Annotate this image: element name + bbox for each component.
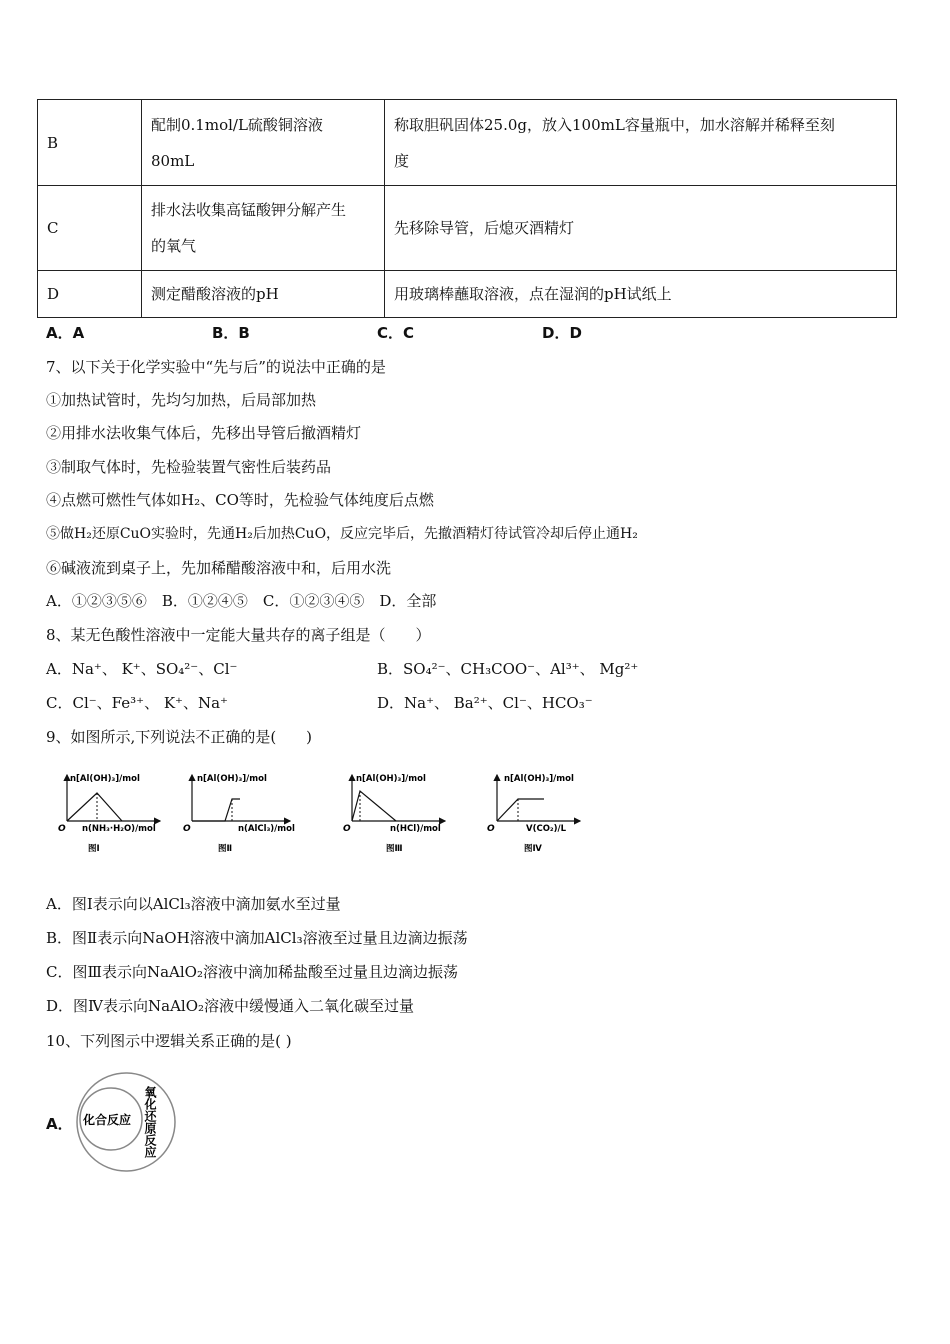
- graph-2: [183, 774, 295, 854]
- q9-option-a[interactable]: A．图Ⅰ表示向以AlCl₃溶液中滴加氨水至过量: [46, 895, 341, 913]
- q9-option-c[interactable]: C．图Ⅲ表示向NaAlO₂溶液中滴加稀盐酸至过量且边滴边振荡: [46, 963, 458, 981]
- curve: [67, 793, 122, 821]
- x-label: n(HCl)/mol: [390, 824, 441, 834]
- q6-option-a[interactable]: A．A: [46, 324, 85, 342]
- outer-circle-label: 氧化还原反应: [143, 1086, 157, 1158]
- graph-caption: 图Ⅰ: [88, 844, 100, 854]
- q8-option-d[interactable]: D．Na⁺、 Ba²⁺、Cl⁻、HCO₃⁻: [377, 694, 593, 712]
- q7-item: ③制取气体时，先检验装置气密性后装药品: [46, 458, 332, 476]
- origin-label: O: [58, 824, 66, 834]
- x-label: n(AlCl₃)/mol: [238, 824, 295, 834]
- graph-1: [58, 774, 160, 854]
- operation-cell: 测定醋酸溶液的pH: [142, 271, 385, 318]
- q7-stem: 7、以下关于化学实验中“先与后”的说法中正确的是: [46, 358, 386, 376]
- q10-venn-diagram: [72, 1068, 182, 1178]
- q7-item: ⑤做H₂还原CuO实验时，先通H₂后加热CuO，反应完毕后，先撤酒精灯待试管冷却后停止通H₂: [46, 526, 638, 542]
- curve: [497, 799, 544, 821]
- q7-options[interactable]: A．①②③⑤⑥ B．①②④⑤ C．①②③④⑤ D．全部: [46, 592, 437, 610]
- graph-caption: 图Ⅲ: [386, 844, 403, 854]
- method-cell: 先移除导管，后熄灭酒精灯: [385, 186, 897, 271]
- q7-item: ⑥碱液流到桌子上，先加稀醋酸溶液中和，后用水洗: [46, 559, 392, 577]
- x-label: n(NH₃·H₂O)/mol: [82, 824, 156, 834]
- q8-option-c[interactable]: C．Cl⁻、Fe³⁺、 K⁺、Na⁺: [46, 694, 228, 712]
- operation-cell: 配制0.1mol/L硫酸铜溶液 80mL: [142, 100, 385, 186]
- q8-stem: 8、某无色酸性溶液中一定能大量共存的离子组是（ ）: [46, 626, 431, 644]
- y-label: n[Al(OH)₃]/mol: [197, 774, 267, 784]
- q9-option-d[interactable]: D．图Ⅳ表示向NaAlO₂溶液中缓慢通入二氧化碳至过量: [46, 997, 415, 1015]
- table-row: [38, 100, 897, 186]
- q9-stem: 9、如图所示,下列说法不正确的是( ): [46, 728, 313, 746]
- y-label: n[Al(OH)₃]/mol: [70, 774, 140, 784]
- q6-option-d[interactable]: D．D: [542, 324, 582, 342]
- row-label: B: [38, 100, 142, 186]
- row-label: D: [38, 271, 142, 318]
- y-label: n[Al(OH)₃]/mol: [356, 774, 426, 784]
- curve: [352, 791, 396, 821]
- q10-stem: 10、下列图示中逻辑关系正确的是( ): [46, 1032, 292, 1050]
- table-row: [38, 271, 897, 318]
- method-cell: 用玻璃棒蘸取溶液，点在湿润的pH试纸上: [385, 271, 897, 318]
- q9-option-b[interactable]: B．图Ⅱ表示向NaOH溶液中滴加AlCl₃溶液至过量且边滴边振荡: [46, 929, 468, 947]
- method-cell: 称取胆矾固体25.0g，放入100mL容量瓶中，加水溶解并稀释至刻 度: [385, 100, 897, 186]
- graph-4: [487, 774, 580, 854]
- graph-caption: 图Ⅱ: [218, 844, 233, 854]
- operation-cell: 排水法收集高锰酸钾分解产生 的氧气: [142, 186, 385, 271]
- q10-option-a[interactable]: A．: [46, 1115, 73, 1133]
- q7-item: ①加热试管时，先均匀加热，后局部加热: [46, 391, 317, 409]
- curve: [192, 799, 240, 821]
- origin-label: O: [343, 824, 351, 834]
- q7-item: ④点燃可燃性气体如H₂、CO等时，先检验气体纯度后点燃: [46, 491, 434, 509]
- x-label: V(CO₂)/L: [526, 824, 567, 834]
- q6-option-c[interactable]: C．C: [377, 324, 415, 342]
- q7-item: ②用排水法收集气体后，先移出导管后撤酒精灯: [46, 424, 362, 442]
- y-label: n[Al(OH)₃]/mol: [504, 774, 574, 784]
- q9-graphs: [50, 765, 590, 860]
- row-label: C: [38, 186, 142, 271]
- q8-option-a[interactable]: A．Na⁺、 K⁺、SO₄²⁻、Cl⁻: [46, 660, 238, 678]
- table-row: [38, 186, 897, 271]
- origin-label: O: [183, 824, 191, 834]
- q6-option-b[interactable]: B．B: [212, 324, 250, 342]
- q8-option-b[interactable]: B．SO₄²⁻、CH₃COO⁻、Al³⁺、 Mg²⁺: [377, 660, 639, 678]
- experiment-table: [37, 99, 897, 318]
- origin-label: O: [487, 824, 495, 834]
- inner-circle-label: 化合反应: [83, 1113, 132, 1127]
- graph-3: [343, 774, 445, 854]
- graph-caption: 图Ⅳ: [524, 844, 542, 854]
